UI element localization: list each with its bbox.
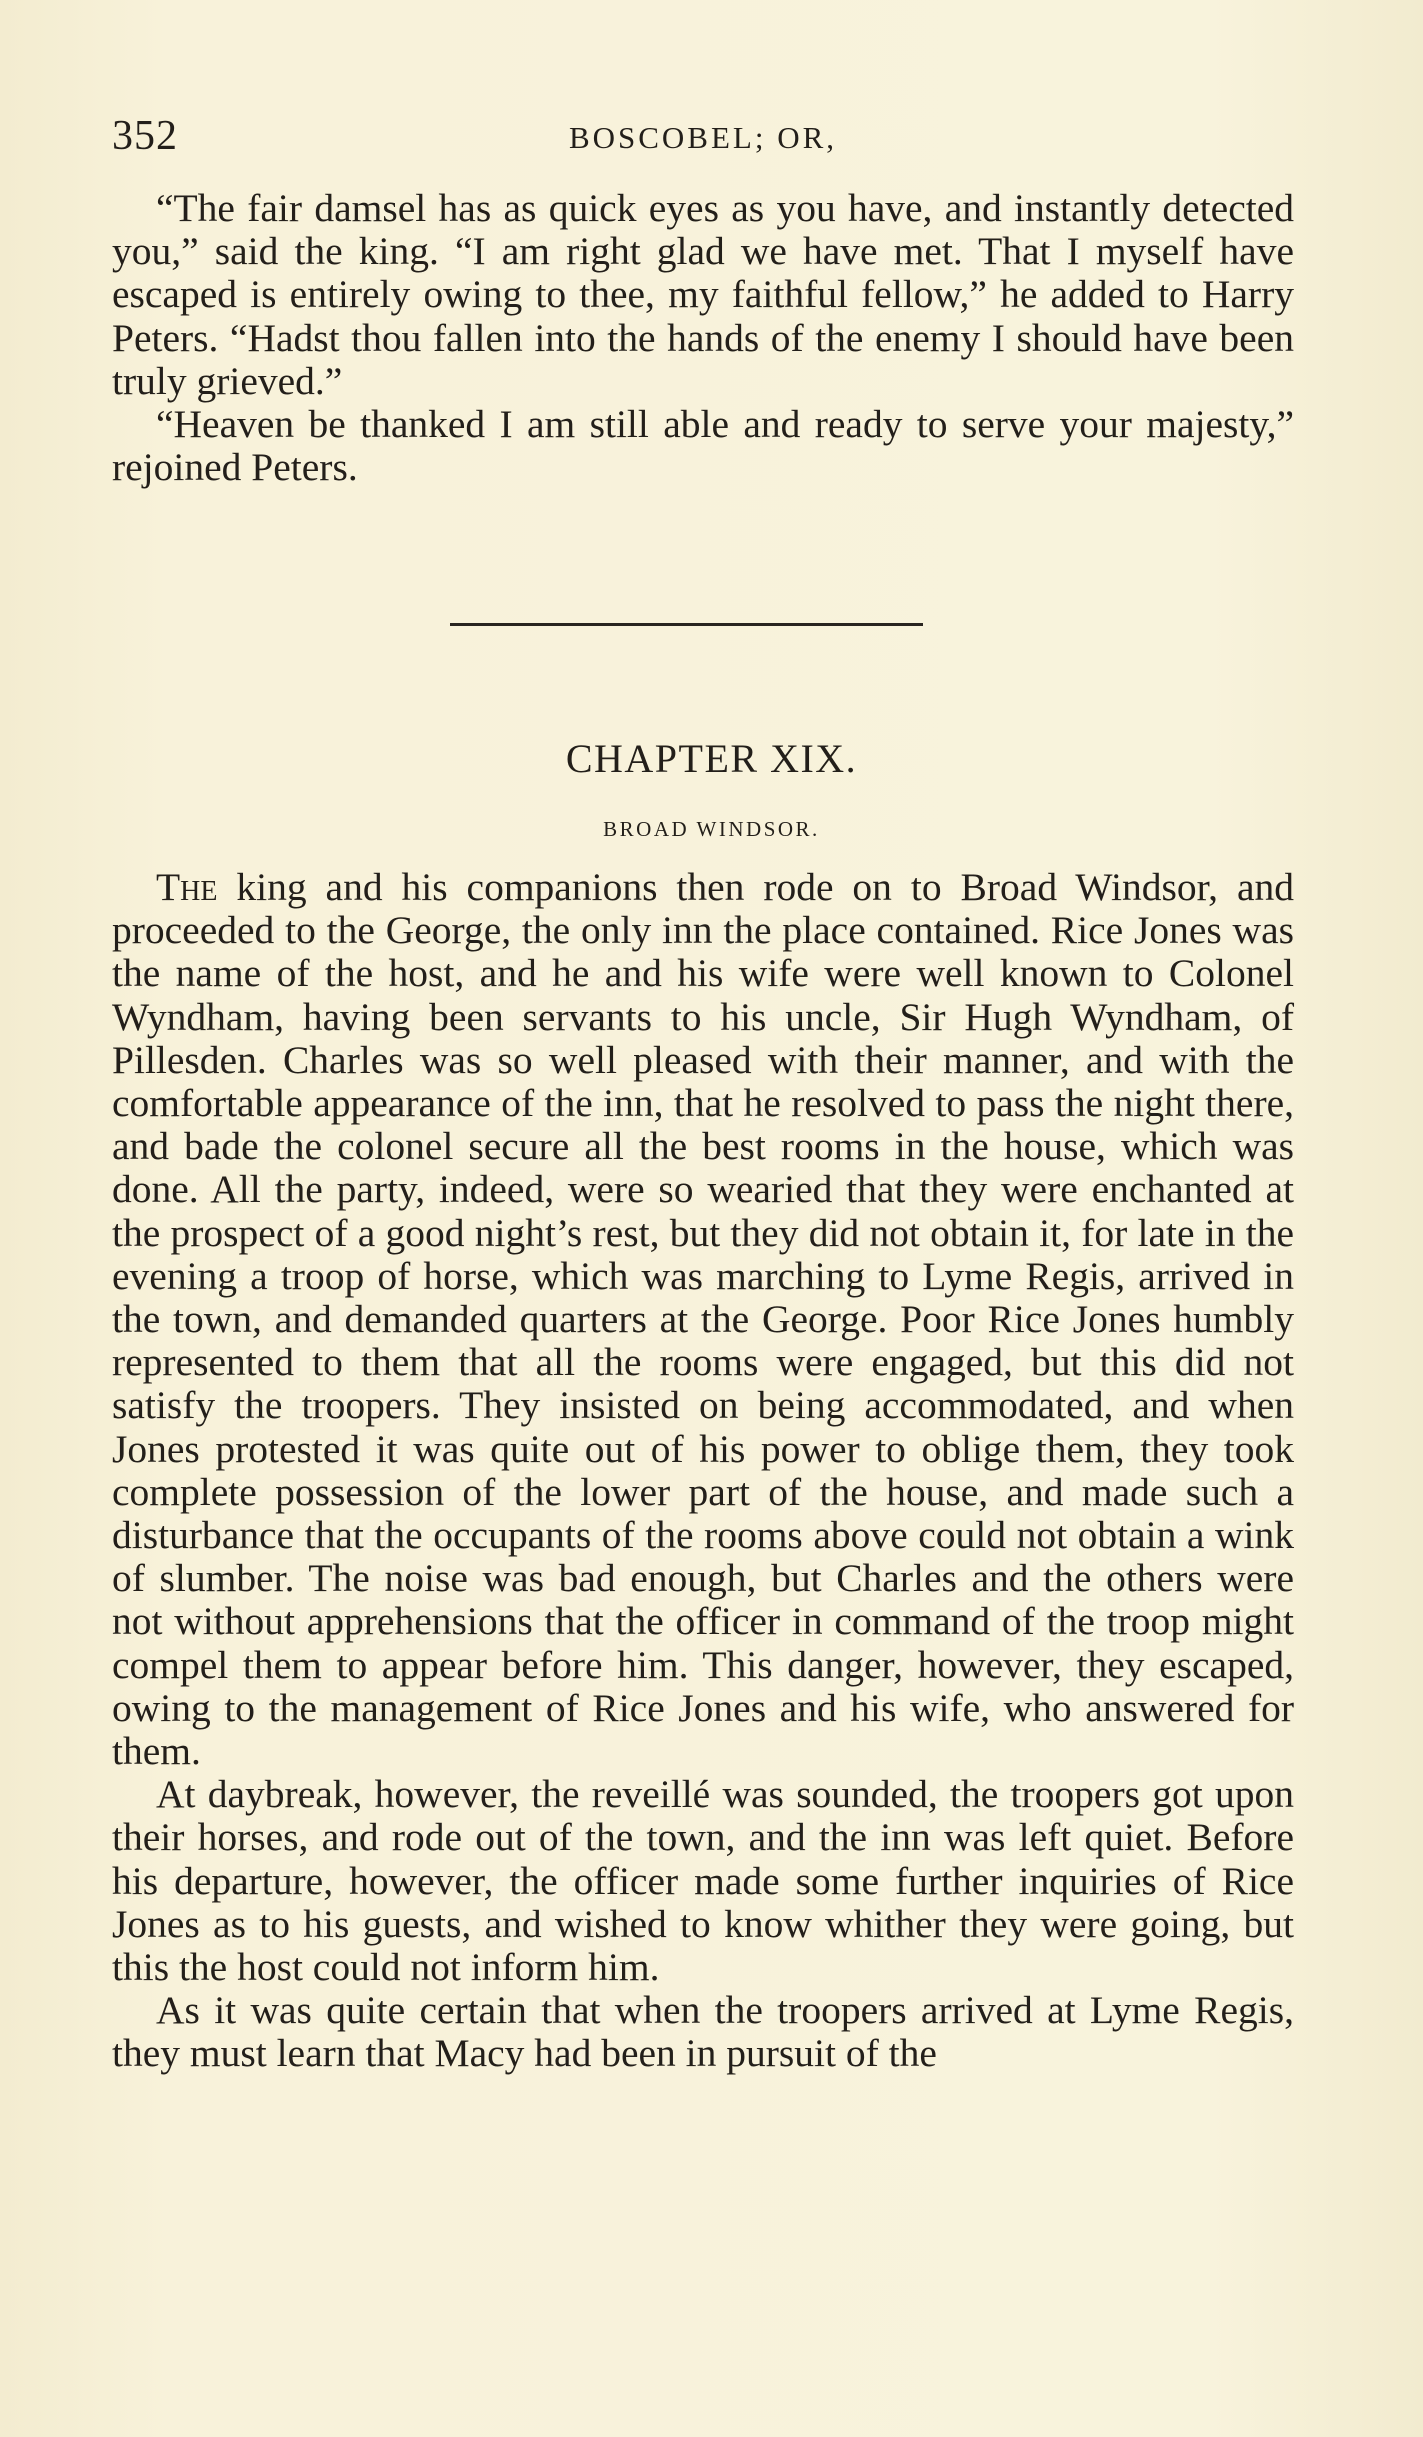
paragraph: At daybreak, however, the reveillé was sounded, the troopers got upon their horses, and rode out of the town, and the inn was left quiet. Before his departure, however, the officer made some further inquiries of Rice Jones as to his guests, and wished to know whither they were going, but this the host could not inform him. [112, 1772, 1294, 1990]
paragraph-text: king and his companions then rode on to Broad Windsor, and proceeded to the George, the only inn the place contained. Rice Jones was the name of the host, and he and his wife were well known to Colonel Wyndham, having been servants to his uncle, Sir Hugh Wyndham, of Pillesden. Charles was so well pleased with their manner, and with the comfortable appearance of the inn, that he resolved to pass the night there, and bade the colonel secure all the best rooms in the house, which was done. All the party, indeed, were so wearied that they were enchanted at the prospect of a good night’s rest, but they did not obtain it, for late in the evening a troop of horse, which was marching to Lyme Regis, arrived in the town, and demanded quarters at the George. Poor Rice Jones humbly represented to them that all the rooms were engaged, but this did not satisfy the troopers. They insisted on being accommodated, and when Jones protested it was quite out of his power to oblige them, they took complete possession of the lower part of the house, and made such a disturbance that the occupants of the rooms above could not obtain a wink of slumber. The noise was bad enough, but Charles and the others were not without apprehensions that the officer in command of the troop might compel them to appear before him. This danger, however, they escaped, owing to the management of Rice Jones and his wife, who answered for them. [112, 865, 1294, 1774]
running-title: BOSCOBEL; OR, [568, 120, 838, 155]
opening-word: The [156, 865, 218, 909]
top-text-block [112, 187, 1294, 489]
chapter-title: CHAPTER XIX. [565, 736, 858, 781]
section-divider [450, 623, 923, 626]
page-number: 352 [112, 113, 178, 159]
paragraph: As it was quite certain that when the troopers arrived at Lyme Regis, they must learn that Macy had been in pursuit of the [112, 1988, 1294, 2076]
paragraph: “The fair damsel has as quick eyes as you have, and instantly detected you,” said the king. “I am right glad we have met. That I myself have escaped is entirely owing to thee, my faithful fellow,” he added to Harry Peters. “Hadst thou fallen into the hands of the enemy I should have been truly grieved.” [112, 186, 1294, 403]
running-head [112, 112, 1294, 172]
chapter-text-block [112, 866, 1294, 2076]
paragraph: “Heaven be thanked I am still able and ready to serve your majesty,” rejoined Peters. [112, 402, 1294, 490]
chapter-subtitle: BROAD WINDSOR. [603, 817, 820, 841]
paragraph [112, 866, 1294, 1773]
